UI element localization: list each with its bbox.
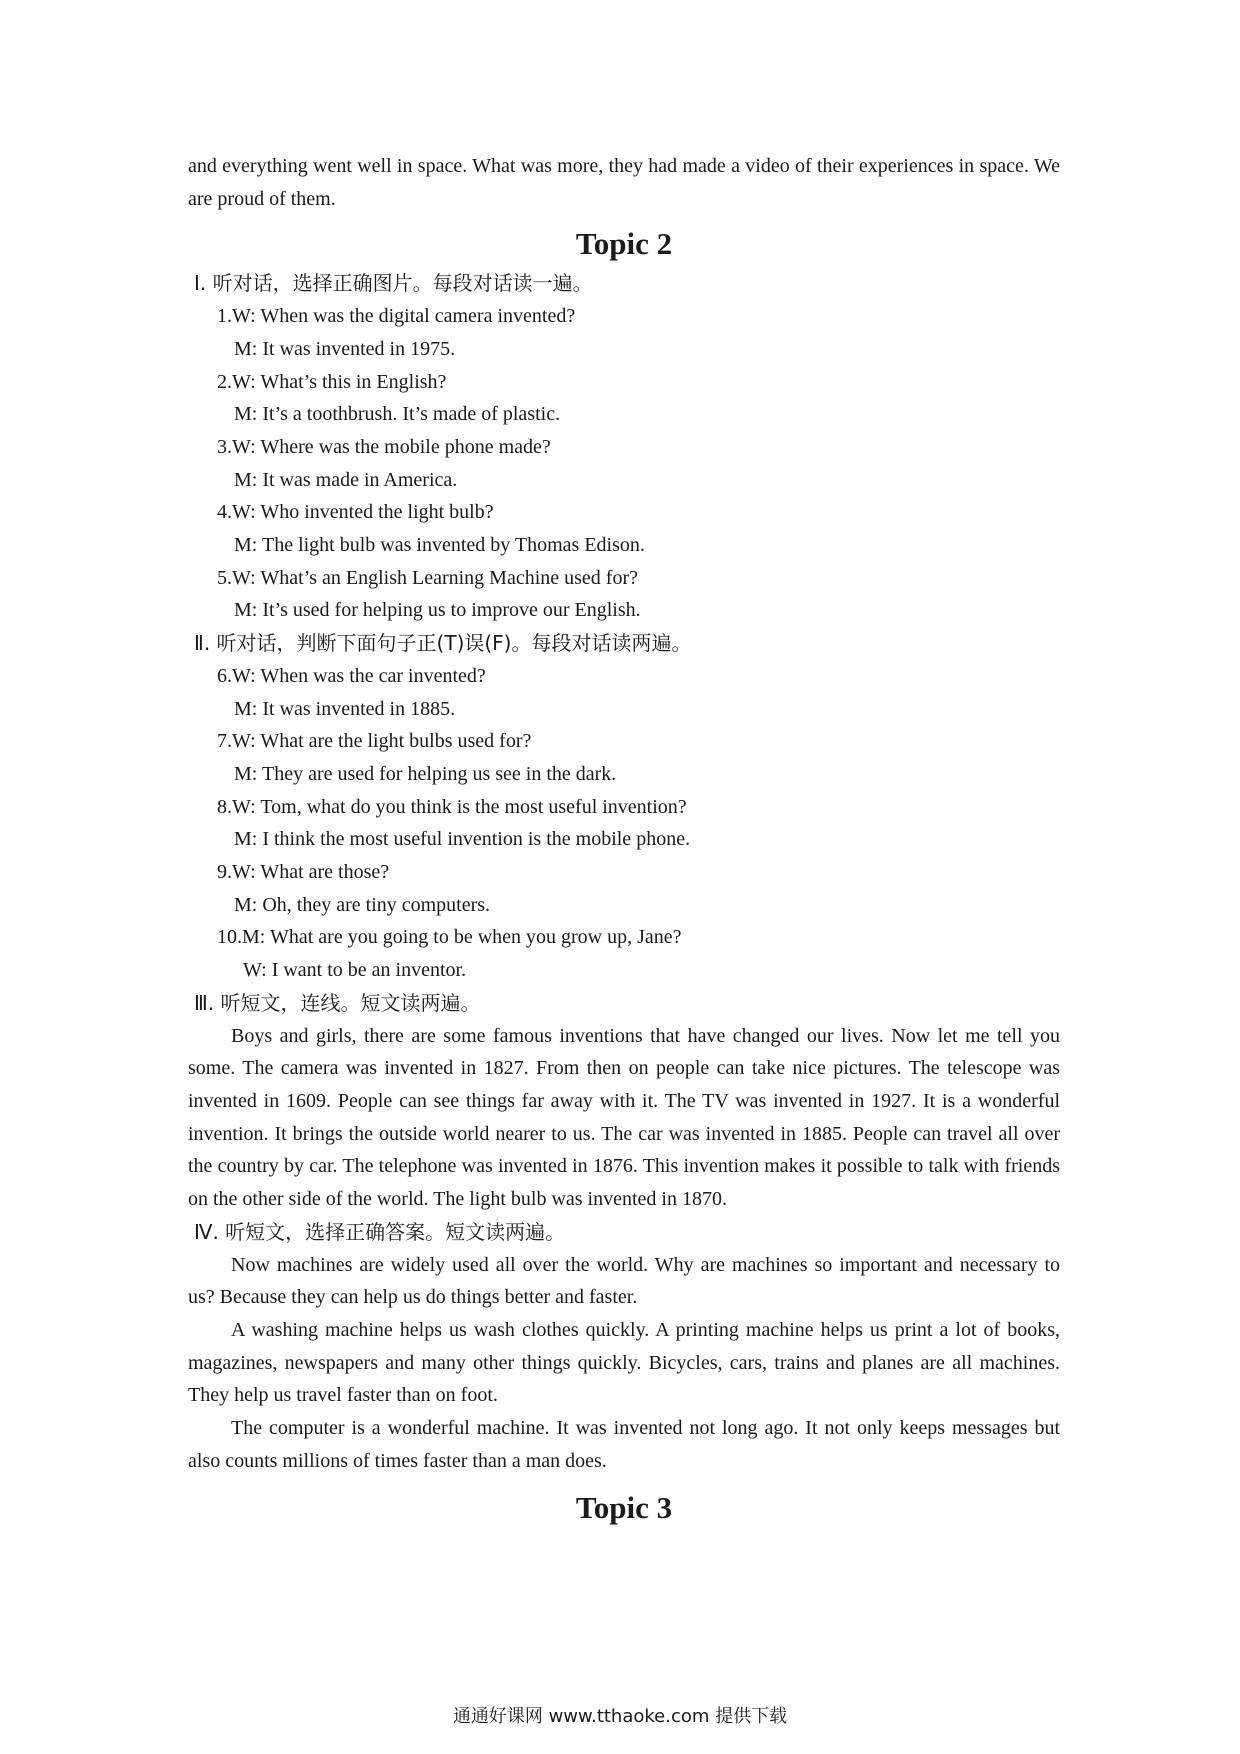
dialog-9-question: 9.W: What are those? <box>217 861 390 884</box>
dialog-2-question: 2.W: What’s this in English? <box>217 370 447 393</box>
dialog-6-question: 6.W: When was the car invented? <box>217 664 486 687</box>
dialog-10-question: 10.M: What are you going to be when you grow up, Jane? <box>217 926 682 949</box>
section-4-heading: Ⅳ. 听短文，选择正确答案。短文读两遍。 <box>194 1219 566 1244</box>
dialog-3-answer: M: It was made in America. <box>234 468 458 491</box>
document-page <box>188 150 1060 1525</box>
section-2-heading: Ⅱ. 听对话，判断下面句子正(T)误(F)。每段对话读两遍。 <box>194 631 692 656</box>
section-3-heading: Ⅲ. 听短文，连线。短文读两遍。 <box>194 990 481 1015</box>
dialog-7-answer: M: They are used for helping us see in the dark. <box>234 762 617 785</box>
dialog-4-question: 4.W: Who invented the light bulb? <box>217 501 494 524</box>
topic-3-title: Topic 3 <box>575 1490 673 1526</box>
dialog-7-question: 7.W: What are the light bulbs used for? <box>217 730 532 753</box>
intro-paragraph: and everything went well in space. What was more, they had made a video of their experiences in space. We are proud of them. <box>188 155 1060 210</box>
dialog-10-answer: W: I want to be an inventor. <box>243 959 467 982</box>
dialog-8-question: 8.W: Tom, what do you think is the most useful invention? <box>217 795 687 818</box>
dialog-8-answer: M: I think the most useful invention is the mobile phone. <box>234 828 691 851</box>
footer-source-text: 通通好课网 www.tthaoke.com 提供下载 <box>452 1706 788 1727</box>
dialog-6-answer: M: It was invented in 1885. <box>234 697 456 720</box>
dialog-9-answer: M: Oh, they are tiny computers. <box>234 893 491 916</box>
passage-3-paragraph: Boys and girls, there are some famous inventions that have changed our lives. Now let me tell you some. The camera was invented in 1827. From then on people can take nice pictures. The telescope was invented in 1609. People can see things far away with it. The TV was invented in 1927. It is a wonderful invention. It brings the outside world nearer to us. The car was invented in 1885. People can travel all over the country by car. The telephone was invented in 1876. This invention makes it possible to talk with friends on the other side of the world. The light bulb was invented in 1870. <box>188 1024 1060 1211</box>
dialog-3-question: 3.W: Where was the mobile phone made? <box>217 435 551 458</box>
dialog-2-answer: M: It’s a toothbrush. It’s made of plastic. <box>234 403 561 426</box>
section-1-heading: Ⅰ. 听对话，选择正确图片。每段对话读一遍。 <box>194 271 593 296</box>
dialog-1-answer: M: It was invented in 1975. <box>234 337 456 360</box>
passage-4-paragraph-1: Now machines are widely used all over the world. Why are machines so important and necessary to us? Because they can help us do things better and faster. <box>188 1253 1060 1309</box>
dialog-5-answer: M: It’s used for helping us to improve our English. <box>234 599 641 622</box>
dialog-5-question: 5.W: What’s an English Learning Machine used for? <box>217 566 638 589</box>
dialog-1-question: 1.W: When was the digital camera invented? <box>217 305 576 328</box>
dialog-4-answer: M: The light bulb was invented by Thomas Edison. <box>234 534 645 557</box>
passage-4-paragraph-3: The computer is a wonderful machine. It was invented not long ago. It not only keeps messages but also counts millions of times faster than a man does. <box>188 1417 1060 1472</box>
topic-2-title: Topic 2 <box>575 226 673 262</box>
passage-4-paragraph-2: A washing machine helps us wash clothes quickly. A printing machine helps us print a lot of books, magazines, newspapers and many other things quickly. Bicycles, cars, trains and planes are all machines. They help us travel faster than on foot. <box>188 1318 1060 1407</box>
